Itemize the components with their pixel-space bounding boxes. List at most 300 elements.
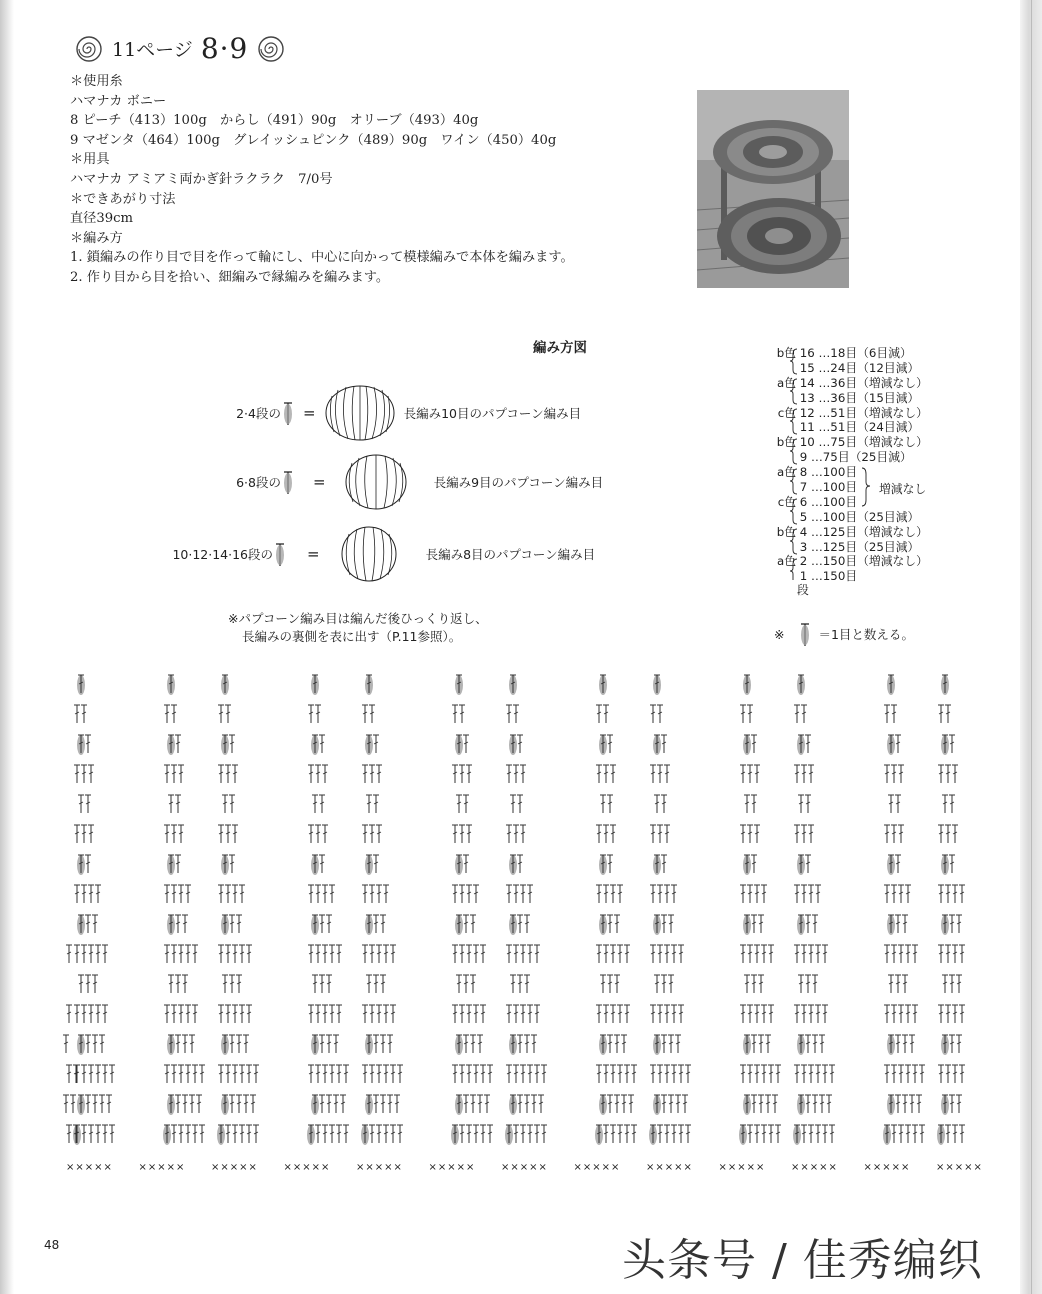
- double-crochet-mark: [225, 945, 231, 963]
- double-crochet-mark: [527, 1005, 533, 1023]
- double-crochet-mark: [383, 1065, 389, 1083]
- legend-rows-label: 10·12·14·16段の: [172, 547, 273, 562]
- popcorn-stitch-mark: [599, 1095, 607, 1115]
- double-crochet-mark: [520, 1065, 526, 1083]
- double-crochet-mark: [333, 1095, 339, 1113]
- equals-sign: =: [307, 545, 320, 563]
- double-crochet-mark: [678, 1005, 684, 1023]
- double-crochet-mark: [524, 975, 530, 993]
- double-crochet-mark: [362, 765, 368, 783]
- no-change-label: 増減なし: [879, 482, 927, 496]
- double-crochet-mark: [517, 855, 523, 873]
- round-count: 8 …100目: [799, 465, 858, 480]
- popcorn-note: [228, 610, 488, 646]
- double-crochet-mark: [956, 1095, 962, 1113]
- double-crochet-mark: [66, 1005, 72, 1023]
- double-crochet-mark: [308, 705, 314, 723]
- popcorn-stitch-mark: [167, 675, 175, 695]
- double-crochet-mark: [902, 975, 908, 993]
- double-crochet-mark: [621, 1095, 627, 1113]
- double-crochet-mark: [661, 735, 667, 753]
- double-crochet-mark: [390, 1125, 396, 1143]
- double-crochet-mark: [513, 705, 519, 723]
- popcorn-stitch-mark: [217, 1125, 225, 1145]
- popcorn-stitch-mark: [941, 915, 949, 935]
- product-photo: [697, 90, 849, 288]
- swirl-icon: [256, 34, 286, 64]
- round-count: 7 …100目: [799, 480, 858, 495]
- popcorn-stitch-mark: [221, 915, 229, 935]
- double-crochet-mark: [81, 765, 87, 783]
- double-crochet-mark: [517, 1035, 523, 1053]
- double-crochet-mark: [376, 1005, 382, 1023]
- double-crochet-mark: [603, 1065, 609, 1083]
- double-crochet-mark: [664, 765, 670, 783]
- double-crochet-mark: [761, 1125, 767, 1143]
- double-crochet-mark: [480, 1005, 486, 1023]
- double-crochet-mark: [949, 915, 955, 933]
- double-crochet-mark: [657, 765, 663, 783]
- double-crochet-mark: [510, 975, 516, 993]
- double-crochet-mark: [801, 1005, 807, 1023]
- double-crochet-mark: [473, 945, 479, 963]
- double-crochet-mark: [624, 1065, 630, 1083]
- double-crochet-mark: [805, 1035, 811, 1053]
- double-crochet-mark: [895, 1095, 901, 1113]
- double-crochet-mark: [171, 885, 177, 903]
- popcorn-stitch-mark: [887, 675, 895, 695]
- double-crochet-mark: [949, 795, 955, 813]
- double-crochet-mark: [322, 885, 328, 903]
- popcorn-stitch-mark: [599, 855, 607, 875]
- double-crochet-mark: [884, 825, 890, 843]
- double-crochet-mark: [466, 945, 472, 963]
- double-crochet-mark: [390, 945, 396, 963]
- double-crochet-mark: [369, 1005, 375, 1023]
- popcorn-stitch-mark: [509, 1095, 517, 1115]
- double-crochet-mark: [236, 1095, 242, 1113]
- double-crochet-mark: [668, 975, 674, 993]
- double-crochet-mark: [898, 945, 904, 963]
- double-crochet-mark: [175, 915, 181, 933]
- double-crochet-mark: [308, 885, 314, 903]
- double-crochet-mark: [74, 765, 80, 783]
- double-crochet-mark: [175, 1035, 181, 1053]
- double-crochet-mark: [373, 795, 379, 813]
- chain-stitch-group: ×××××: [428, 1162, 476, 1173]
- double-crochet-mark: [661, 795, 667, 813]
- popcorn-stitch-mark: [77, 735, 85, 755]
- double-crochet-mark: [808, 765, 814, 783]
- double-crochet-mark: [229, 735, 235, 753]
- double-crochet-mark: [801, 825, 807, 843]
- popcorn-stitch-mark: [599, 915, 607, 935]
- round-count: 9 …75目（25目減）: [799, 450, 912, 465]
- double-crochet-mark: [473, 1005, 479, 1023]
- double-crochet-mark: [369, 765, 375, 783]
- double-crochet-mark: [527, 1125, 533, 1143]
- popcorn-stitch-mark: [887, 1095, 895, 1115]
- double-crochet-mark: [812, 1035, 818, 1053]
- double-crochet-mark: [884, 705, 890, 723]
- double-crochet-mark: [376, 885, 382, 903]
- popcorn-stitch-mark: [793, 1125, 801, 1145]
- popcorn-stitch-mark: [887, 855, 895, 875]
- double-crochet-mark: [650, 825, 656, 843]
- double-crochet-mark: [175, 735, 181, 753]
- double-crochet-mark: [751, 795, 757, 813]
- double-crochet-mark: [600, 795, 606, 813]
- popcorn-stitch-mark: [455, 915, 463, 935]
- double-crochet-mark: [891, 885, 897, 903]
- double-crochet-mark: [541, 1065, 547, 1083]
- double-crochet-mark: [772, 1095, 778, 1113]
- double-crochet-mark: [171, 1005, 177, 1023]
- chain-stitch-group: ×××××: [863, 1162, 911, 1173]
- double-crochet-mark: [815, 885, 821, 903]
- popcorn-stitch-mark: [311, 735, 319, 755]
- double-crochet-mark: [383, 885, 389, 903]
- double-crochet-mark: [520, 885, 526, 903]
- double-crochet-mark: [246, 1065, 252, 1083]
- info-line: 9 マゼンタ（464）100g グレイッシュピンク（489）90g ワイン（450）40g: [70, 132, 557, 148]
- double-crochet-mark: [607, 735, 613, 753]
- double-crochet-mark: [373, 735, 379, 753]
- double-crochet-mark: [747, 705, 753, 723]
- double-crochet-mark: [596, 825, 602, 843]
- double-crochet-mark: [891, 1125, 897, 1143]
- double-crochet-mark: [232, 945, 238, 963]
- double-crochet-mark: [459, 885, 465, 903]
- popcorn-stitch-mark: [595, 1125, 603, 1145]
- double-crochet-mark: [812, 1095, 818, 1113]
- double-crochet-mark: [956, 975, 962, 993]
- double-crochet-mark: [905, 1065, 911, 1083]
- double-crochet-mark: [751, 855, 757, 873]
- double-crochet-mark: [761, 1065, 767, 1083]
- double-crochet-mark: [232, 765, 238, 783]
- round-count: 3 …125目（25目減）: [799, 539, 920, 554]
- double-crochet-mark: [466, 765, 472, 783]
- double-crochet-mark: [775, 1065, 781, 1083]
- double-crochet-mark: [538, 1095, 544, 1113]
- double-crochet-mark: [66, 1125, 72, 1143]
- note-line: 長編みの裏側を表に出す（P.11参照）。: [242, 629, 462, 644]
- double-crochet-mark: [657, 945, 663, 963]
- double-crochet-mark: [253, 1065, 259, 1083]
- double-crochet-mark: [102, 1005, 108, 1023]
- double-crochet-mark: [329, 885, 335, 903]
- double-crochet-mark: [383, 945, 389, 963]
- double-crochet-mark: [373, 1095, 379, 1113]
- double-crochet-mark: [617, 945, 623, 963]
- double-crochet-mark: [661, 1035, 667, 1053]
- double-crochet-mark: [319, 1095, 325, 1113]
- double-crochet-mark: [938, 945, 944, 963]
- popcorn-stitch-mark: [653, 1095, 661, 1115]
- double-crochet-mark: [808, 1065, 814, 1083]
- popcorn-stitch-mark: [743, 915, 751, 935]
- double-crochet-mark: [452, 885, 458, 903]
- double-crochet-mark: [463, 1035, 469, 1053]
- double-crochet-mark: [671, 1065, 677, 1083]
- double-crochet-mark: [362, 1005, 368, 1023]
- info-line: ハマナカ ボニー: [70, 93, 167, 109]
- popcorn-stitch-mark: [509, 855, 517, 875]
- popcorn-stitch-mark: [365, 675, 373, 695]
- double-crochet-mark: [452, 765, 458, 783]
- double-crochet-mark: [85, 915, 91, 933]
- double-crochet-mark: [657, 825, 663, 843]
- double-crochet-mark: [668, 1035, 674, 1053]
- double-crochet-mark: [452, 1065, 458, 1083]
- double-crochet-mark: [81, 1125, 87, 1143]
- chain-stitch-group: ×××××: [936, 1162, 983, 1173]
- double-crochet-mark: [919, 1065, 925, 1083]
- double-crochet-mark: [603, 1005, 609, 1023]
- double-crochet-mark: [362, 1065, 368, 1083]
- double-crochet-mark: [812, 915, 818, 933]
- double-crochet-mark: [819, 1035, 825, 1053]
- double-crochet-mark: [326, 1095, 332, 1113]
- double-crochet-mark: [73, 1065, 79, 1083]
- popcorn-stitch-mark: [797, 915, 805, 935]
- double-crochet-mark: [624, 1005, 630, 1023]
- double-crochet-mark: [628, 1095, 634, 1113]
- double-crochet-mark: [952, 945, 958, 963]
- double-crochet-mark: [614, 1035, 620, 1053]
- double-crochet-mark: [801, 1125, 807, 1143]
- stitch-chart: [55, 665, 1005, 1185]
- chain-stitch-group: ×××××: [66, 1162, 113, 1173]
- popcorn-stitch-mark: [505, 1125, 513, 1145]
- double-crochet-mark: [607, 975, 613, 993]
- double-crochet-mark: [463, 975, 469, 993]
- double-crochet-mark: [239, 1005, 245, 1023]
- popcorn-stitch-mark: [221, 1035, 229, 1055]
- double-crochet-mark: [610, 1005, 616, 1023]
- double-crochet-mark: [480, 1125, 486, 1143]
- double-crochet-mark: [369, 1125, 375, 1143]
- double-crochet-mark: [253, 1125, 259, 1143]
- double-crochet-mark: [956, 915, 962, 933]
- info-line: 直径39cm: [70, 211, 134, 227]
- double-crochet-mark: [326, 1035, 332, 1053]
- double-crochet-mark: [315, 1125, 321, 1143]
- double-crochet-mark: [541, 1125, 547, 1143]
- double-crochet-mark: [912, 1065, 918, 1083]
- double-crochet-mark: [938, 885, 944, 903]
- double-crochet-mark: [657, 1125, 663, 1143]
- double-crochet-mark: [905, 1005, 911, 1023]
- popcorn-stitch-mark: [167, 1035, 175, 1055]
- popcorn-stitch-mark: [509, 915, 517, 935]
- double-crochet-mark: [956, 1035, 962, 1053]
- yarn-color: a色: [776, 375, 796, 390]
- popcorn-stitch-mark: [311, 915, 319, 935]
- double-crochet-mark: [315, 885, 321, 903]
- popcorn-stitch-mark: [365, 1095, 373, 1115]
- count-note: [774, 620, 914, 648]
- double-crochet-mark: [822, 1065, 828, 1083]
- double-crochet-mark: [905, 945, 911, 963]
- double-crochet-mark: [520, 1125, 526, 1143]
- double-crochet-mark: [685, 1125, 691, 1143]
- double-crochet-mark: [513, 825, 519, 843]
- double-crochet-mark: [243, 1035, 249, 1053]
- double-crochet-mark: [182, 915, 188, 933]
- double-crochet-mark: [959, 1065, 965, 1083]
- double-crochet-mark: [919, 1125, 925, 1143]
- double-crochet-mark: [459, 1125, 465, 1143]
- round-count: 10 …75目（増減なし）: [799, 435, 928, 450]
- double-crochet-mark: [477, 1035, 483, 1053]
- double-crochet-mark: [949, 1035, 955, 1053]
- double-crochet-mark: [369, 885, 375, 903]
- double-crochet-mark: [390, 1065, 396, 1083]
- double-crochet-mark: [603, 825, 609, 843]
- double-crochet-mark: [949, 855, 955, 873]
- double-crochet-mark: [661, 1095, 667, 1113]
- double-crochet-mark: [397, 1065, 403, 1083]
- double-crochet-mark: [189, 1035, 195, 1053]
- double-crochet-mark: [631, 1065, 637, 1083]
- double-crochet-mark: [322, 1125, 328, 1143]
- double-crochet-mark: [380, 975, 386, 993]
- popcorn-stitch-mark: [509, 675, 517, 695]
- double-crochet-mark: [808, 825, 814, 843]
- double-crochet-mark: [664, 825, 670, 843]
- double-crochet-mark: [81, 705, 87, 723]
- double-crochet-mark: [366, 795, 372, 813]
- double-crochet-mark: [888, 795, 894, 813]
- double-crochet-mark: [192, 1065, 198, 1083]
- double-crochet-mark: [942, 975, 948, 993]
- double-crochet-mark: [685, 1065, 691, 1083]
- double-crochet-mark: [678, 1125, 684, 1143]
- double-crochet-mark: [222, 795, 228, 813]
- popcorn-stitch-mark: [361, 1125, 369, 1145]
- double-crochet-mark: [218, 765, 224, 783]
- round-count: 1 …150目: [799, 569, 858, 584]
- popcorn-stitch-mark: [167, 915, 175, 935]
- double-crochet-mark: [884, 885, 890, 903]
- double-crochet-mark: [740, 885, 746, 903]
- double-crochet-mark: [452, 1005, 458, 1023]
- double-crochet-mark: [88, 1065, 94, 1083]
- double-crochet-mark: [768, 1065, 774, 1083]
- double-crochet-mark: [88, 825, 94, 843]
- double-crochet-mark: [81, 885, 87, 903]
- double-crochet-mark: [164, 825, 170, 843]
- popcorn-stitch-mark: [77, 915, 85, 935]
- double-crochet-mark: [959, 885, 965, 903]
- double-crochet-mark: [747, 1005, 753, 1023]
- double-crochet-mark: [232, 885, 238, 903]
- double-crochet-mark: [758, 915, 764, 933]
- double-crochet-mark: [102, 1125, 108, 1143]
- double-crochet-mark: [315, 945, 321, 963]
- popcorn-stitch-mark: [653, 915, 661, 935]
- double-crochet-mark: [829, 1125, 835, 1143]
- double-crochet-mark: [747, 1125, 753, 1143]
- double-crochet-mark: [92, 1035, 98, 1053]
- popcorn-symbol-icon: [798, 620, 812, 648]
- double-crochet-mark: [397, 1125, 403, 1143]
- double-crochet-mark: [218, 705, 224, 723]
- double-crochet-mark: [884, 1005, 890, 1023]
- double-crochet-mark: [326, 915, 332, 933]
- double-crochet-mark: [239, 1065, 245, 1083]
- double-crochet-mark: [171, 945, 177, 963]
- double-crochet-mark: [102, 1065, 108, 1083]
- double-crochet-mark: [661, 975, 667, 993]
- double-crochet-mark: [614, 915, 620, 933]
- double-crochet-mark: [671, 1125, 677, 1143]
- double-crochet-mark: [387, 1035, 393, 1053]
- double-crochet-mark: [95, 885, 101, 903]
- double-crochet-mark: [902, 915, 908, 933]
- double-crochet-mark: [751, 1095, 757, 1113]
- double-crochet-mark: [596, 1005, 602, 1023]
- double-crochet-mark: [942, 795, 948, 813]
- popcorn-stitch-mark: [163, 1125, 171, 1145]
- double-crochet-mark: [768, 1125, 774, 1143]
- double-crochet-mark: [456, 795, 462, 813]
- popcorn-stitch-mark: [73, 1125, 81, 1145]
- chain-stitch-group: ×××××: [356, 1162, 403, 1173]
- double-crochet-mark: [884, 765, 890, 783]
- double-crochet-mark: [95, 1065, 101, 1083]
- double-crochet-mark: [185, 1125, 191, 1143]
- double-crochet-mark: [607, 1095, 613, 1113]
- double-crochet-mark: [805, 975, 811, 993]
- double-crochet-mark: [661, 915, 667, 933]
- double-crochet-mark: [895, 915, 901, 933]
- double-crochet-mark: [815, 1125, 821, 1143]
- double-crochet-mark: [740, 1005, 746, 1023]
- double-crochet-mark: [164, 765, 170, 783]
- double-crochet-mark: [95, 1005, 101, 1023]
- double-crochet-mark: [376, 945, 382, 963]
- double-crochet-mark: [754, 945, 760, 963]
- double-crochet-mark: [664, 885, 670, 903]
- double-crochet-mark: [815, 945, 821, 963]
- double-crochet-mark: [185, 1065, 191, 1083]
- double-crochet-mark: [898, 1065, 904, 1083]
- double-crochet-mark: [805, 1095, 811, 1113]
- double-crochet-mark: [747, 765, 753, 783]
- double-crochet-mark: [85, 1095, 91, 1113]
- double-crochet-mark: [196, 1095, 202, 1113]
- double-crochet-mark: [596, 885, 602, 903]
- round-count: 13 …36目（15目減）: [799, 390, 920, 405]
- popcorn-stitch-mark: [743, 1095, 751, 1115]
- popcorn-stitch-mark: [77, 855, 85, 875]
- double-crochet-mark: [95, 1125, 101, 1143]
- chain-stitch-group: ×××××: [211, 1162, 258, 1173]
- popcorn-stitch-diagram: [344, 453, 408, 511]
- double-crochet-mark: [534, 945, 540, 963]
- double-crochet-mark: [938, 1005, 944, 1023]
- double-crochet-mark: [463, 915, 469, 933]
- double-crochet-mark: [383, 1125, 389, 1143]
- popcorn-symbol-icon: [281, 399, 295, 427]
- popcorn-stitch-mark: [221, 675, 229, 695]
- double-crochet-mark: [902, 1095, 908, 1113]
- double-crochet-mark: [319, 915, 325, 933]
- double-crochet-mark: [506, 705, 512, 723]
